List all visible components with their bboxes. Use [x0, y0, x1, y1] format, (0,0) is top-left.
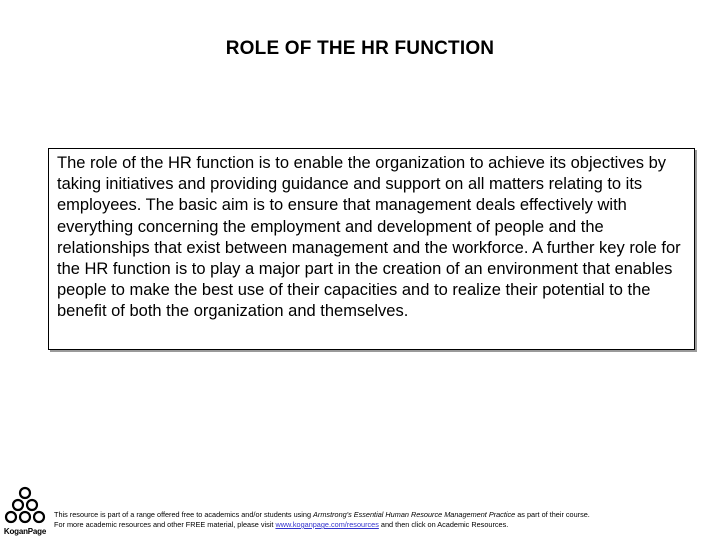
resources-link[interactable]: www.koganpage.com/resources: [275, 520, 379, 529]
footer-line-1: [54, 510, 718, 520]
footer-note: [54, 510, 718, 530]
footer-line-2: [54, 520, 718, 530]
triangle-logo-icon: [1, 485, 49, 529]
book-title: Armstrong's Essential Human Resource Management Practice: [313, 510, 516, 519]
slide-title: ROLE OF THE HR FUNCTION: [225, 38, 495, 59]
body-text: The role of the HR function is to enable the organization to achieve its objectives by taking initiatives and providing guidance and support on all matters relating to its employees. The basic aim is to ensure that management deals effectively with everything concerning the employment and development of people and the relationships that exist between management and the workforce. A further key role for the HR function is to play a major part in the creation of an environment that enables people to make the best use of their capacities and to realize their potential to the benefit of both the organization and themselves.: [57, 154, 681, 321]
logo-text: KoganPage: [3, 527, 47, 536]
footer-line-1-prefix: This resource is part of a range offered free to academics and/or students using: [54, 510, 314, 519]
footer-line-2-prefix: For more academic resources and other FREE material, please visit: [54, 520, 276, 529]
content-box: [48, 148, 695, 350]
koganpage-logo: [1, 485, 49, 539]
footer-line-1-suffix: as part of their course.: [515, 510, 590, 519]
footer-line-2-suffix: and then click on Academic Resources.: [378, 520, 509, 529]
